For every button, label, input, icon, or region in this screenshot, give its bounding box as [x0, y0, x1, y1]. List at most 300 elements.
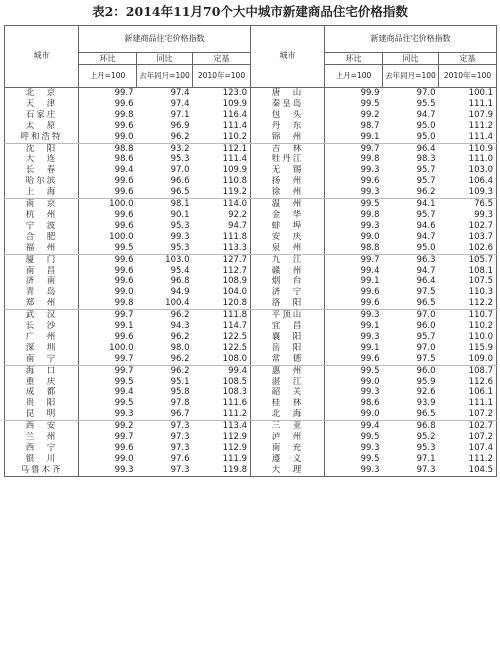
header-city-left: 城市 [5, 26, 79, 88]
left-city-cell: 济 南 [5, 276, 79, 287]
left-yoy-cell: 96.2 [170, 310, 190, 321]
right-base-cell: 107.9 [439, 110, 497, 121]
right-city-cell: 金 华 [251, 210, 325, 221]
left-base-cell: 111.6 [222, 398, 247, 409]
right-base-cell: 112.6 [439, 377, 497, 388]
left-city-cell: 宁 波 [5, 221, 79, 232]
left-yoy-cell: 97.3 [170, 421, 190, 432]
table-row [5, 387, 497, 398]
right-yoy-cell: 97.0 [416, 310, 436, 321]
left-city-cell: 沈 阳 [5, 143, 79, 154]
left-yoy-cell: 95.8 [170, 387, 190, 398]
left-yoy-cell: 103.0 [165, 254, 190, 265]
left-base-cell: 122.5 [222, 331, 247, 342]
right-city-cell: 丹 东 [251, 121, 325, 132]
right-base-cell: 110.9 [439, 143, 497, 154]
left-city-cell: 天 津 [5, 99, 79, 110]
right-city-cell: 惠 州 [251, 365, 325, 376]
right-base-cell: 105.7 [439, 254, 497, 265]
left-city-cell: 西 宁 [5, 443, 79, 454]
right-city-cell: 常 德 [251, 354, 325, 365]
left-mom-cell: 99.4 [114, 387, 134, 398]
right-city-cell: 湛 江 [251, 377, 325, 388]
left-base-cell: 119.8 [193, 465, 251, 476]
left-city-cell: 南 京 [5, 199, 79, 210]
left-city-cell: 石家庄 [5, 110, 79, 121]
left-base-cell: 110.2 [193, 132, 251, 143]
left-base-cell: 112.7 [222, 265, 247, 276]
right-yoy-cell: 97.0 [416, 88, 436, 98]
right-city-cell: 牡丹江 [251, 154, 325, 165]
right-city-cell: 韶 关 [251, 387, 325, 398]
table-row [5, 409, 497, 420]
left-mom-cell: 99.0 [79, 132, 137, 143]
right-mom-cell: 99.1 [360, 321, 380, 332]
right-yoy-cell: 96.0 [416, 321, 436, 332]
table-row [5, 343, 497, 354]
left-mom-cell: 99.7 [114, 310, 134, 321]
table-row [5, 377, 497, 388]
table-row [5, 165, 497, 176]
right-mom-cell: 99.5 [360, 199, 380, 210]
right-city-cell: 南 充 [251, 443, 325, 454]
right-mom-cell: 99.3 [360, 443, 380, 453]
right-mom-cell: 98.8 [325, 243, 383, 254]
right-mom-cell: 99.0 [360, 376, 380, 387]
left-mom-cell: 99.5 [114, 376, 134, 387]
left-yoy-cell: 97.8 [170, 398, 190, 409]
right-yoy-cell: 94.1 [416, 199, 436, 210]
left-mom-cell: 99.8 [114, 109, 134, 120]
right-yoy-cell: 95.7 [416, 176, 436, 187]
right-city-cell: 济 宁 [251, 287, 325, 298]
right-city-cell: 唐 山 [251, 88, 325, 99]
right-yoy-cell: 98.3 [416, 154, 436, 165]
table-row [5, 132, 497, 143]
left-yoy-cell: 95.4 [170, 265, 190, 276]
table-row [5, 354, 497, 365]
right-base-cell: 109.0 [439, 354, 497, 365]
right-city-cell: 秦皇岛 [251, 99, 325, 110]
left-mom-cell: 99.8 [79, 298, 137, 309]
left-city-cell: 北 京 [5, 88, 79, 99]
left-mom-cell: 99.6 [114, 120, 134, 131]
right-yoy-cell: 96.0 [416, 365, 436, 376]
right-base-cell: 110.2 [439, 321, 497, 332]
left-mom-cell: 99.5 [114, 398, 134, 409]
right-city-cell: 无 锡 [251, 165, 325, 176]
header-yoy-right: 同比 [383, 53, 439, 65]
left-yoy-cell: 98.1 [170, 199, 190, 210]
left-base-cell: 110.8 [222, 176, 247, 187]
subheader-yoy-right: 去年同月=100 [383, 65, 439, 88]
left-city-cell: 海 口 [5, 365, 79, 376]
left-base-cell: 108.5 [222, 376, 247, 387]
header-yoy-left: 同比 [137, 53, 193, 65]
table-row [5, 465, 497, 476]
left-yoy-cell: 97.3 [170, 443, 190, 453]
left-city-cell: 大 连 [5, 154, 79, 165]
left-base-cell: 113.4 [222, 421, 247, 432]
left-base-cell: 111.4 [222, 154, 247, 165]
left-yoy-cell: 94.9 [170, 287, 190, 298]
table-row [5, 365, 497, 376]
right-base-cell: 111.4 [439, 132, 497, 143]
right-yoy-cell: 94.7 [416, 109, 436, 120]
right-base-cell: 102.7 [439, 221, 497, 232]
left-city-cell: 杭 州 [5, 210, 79, 221]
right-base-cell: 76.5 [439, 199, 497, 210]
left-city-cell: 长 沙 [5, 321, 79, 332]
right-yoy-cell: 96.4 [416, 143, 436, 154]
left-yoy-cell: 97.1 [170, 109, 190, 120]
right-mom-cell: 98.7 [360, 120, 380, 131]
table-row [5, 332, 497, 343]
left-mom-cell: 99.6 [114, 209, 134, 220]
left-base-cell: 112.9 [222, 443, 247, 453]
right-base-cell: 110.0 [439, 332, 497, 343]
left-mom-cell: 99.6 [114, 331, 134, 342]
right-city-cell: 岳 阳 [251, 343, 325, 354]
left-mom-cell: 99.0 [114, 287, 134, 298]
right-yoy-cell: 97.1 [416, 453, 436, 464]
right-mom-cell: 99.3 [360, 220, 380, 231]
subheader-mom-right: 上月=100 [325, 65, 383, 88]
left-mom-cell: 100.0 [109, 342, 134, 353]
left-mom-cell: 99.6 [114, 220, 134, 231]
table-title: 表2：2014年11月70个大中城市新建商品住宅价格指数 [92, 4, 408, 19]
left-city-cell: 上 海 [5, 187, 79, 198]
right-base-cell: 107.2 [439, 432, 497, 443]
left-base-cell: 127.7 [222, 254, 247, 265]
right-base-cell: 111.2 [439, 454, 497, 465]
left-base-cell: 113.3 [193, 243, 251, 254]
right-mom-cell: 99.6 [325, 298, 383, 309]
right-mom-cell: 99.2 [360, 109, 380, 120]
left-base-cell: 114.0 [222, 199, 247, 210]
right-city-cell: 遵 义 [251, 454, 325, 465]
right-mom-cell: 99.1 [360, 276, 380, 287]
left-yoy-cell: 97.4 [170, 98, 190, 109]
left-city-cell: 深 圳 [5, 343, 79, 354]
right-mom-cell: 99.3 [360, 331, 380, 342]
left-mom-cell: 99.6 [114, 254, 134, 265]
left-city-cell: 厦 门 [5, 254, 79, 265]
right-city-cell: 安 庆 [251, 232, 325, 243]
right-yoy-cell: 95.0 [383, 132, 439, 143]
right-mom-cell: 99.4 [360, 265, 380, 276]
right-yoy-cell: 96.5 [383, 298, 439, 309]
left-city-cell: 南 昌 [5, 266, 79, 277]
table-row [5, 287, 497, 298]
left-city-cell: 武 汉 [5, 310, 79, 321]
left-city-cell: 兰 州 [5, 432, 79, 443]
right-base-cell: 111.1 [439, 398, 497, 409]
table-row [5, 99, 497, 110]
right-yoy-cell: 95.0 [383, 243, 439, 254]
right-base-cell: 112.2 [439, 298, 497, 309]
right-city-cell: 九 江 [251, 254, 325, 265]
left-base-cell: 111.9 [222, 453, 247, 464]
left-city-cell: 成 都 [5, 387, 79, 398]
left-yoy-cell: 95.3 [137, 243, 193, 254]
left-mom-cell: 99.6 [114, 443, 134, 453]
right-base-cell: 104.5 [439, 465, 497, 476]
left-mom-cell: 99.0 [114, 453, 134, 464]
left-yoy-cell: 94.3 [170, 321, 190, 332]
left-yoy-cell: 96.5 [137, 187, 193, 198]
subheader-base-left: 2010年=100 [193, 65, 251, 88]
right-city-cell: 烟 台 [251, 276, 325, 287]
left-city-cell: 乌鲁木齐 [5, 465, 79, 476]
left-yoy-cell: 96.8 [170, 276, 190, 287]
left-yoy-cell: 93.2 [170, 143, 190, 154]
right-mom-cell: 99.3 [325, 465, 383, 476]
left-base-cell: 111.8 [222, 231, 247, 242]
left-city-cell: 西 安 [5, 421, 79, 432]
right-yoy-cell: 96.5 [383, 409, 439, 420]
left-base-cell: 114.7 [222, 321, 247, 332]
right-city-cell: 襄 阳 [251, 332, 325, 343]
left-mom-cell: 99.4 [114, 165, 134, 176]
right-yoy-cell: 96.8 [416, 421, 436, 432]
right-base-cell: 106.1 [439, 387, 497, 398]
left-city-cell: 贵 阳 [5, 398, 79, 409]
right-yoy-cell: 97.0 [416, 342, 436, 353]
left-city-cell: 银 川 [5, 454, 79, 465]
right-mom-cell: 99.6 [325, 354, 383, 365]
table-row [5, 421, 497, 432]
right-mom-cell: 99.7 [360, 143, 380, 154]
right-base-cell: 107.2 [439, 409, 497, 420]
table-row [5, 454, 497, 465]
right-city-cell: 徐 州 [251, 187, 325, 198]
right-yoy-cell: 94.7 [416, 265, 436, 276]
left-base-cell: 120.8 [193, 298, 251, 309]
right-yoy-cell: 95.7 [416, 209, 436, 220]
left-yoy-cell: 97.0 [170, 165, 190, 176]
right-city-cell: 泉 州 [251, 243, 325, 254]
right-base-cell: 108.1 [439, 266, 497, 277]
left-base-cell: 92.2 [228, 209, 247, 220]
left-yoy-cell: 97.4 [170, 88, 190, 98]
left-base-cell: 116.4 [222, 109, 247, 120]
left-base-cell: 109.9 [222, 165, 247, 176]
right-yoy-cell: 94.7 [416, 231, 436, 242]
left-city-cell: 郑 州 [5, 298, 79, 309]
right-base-cell: 110.3 [439, 287, 497, 298]
left-mom-cell: 98.6 [114, 154, 134, 165]
right-city-cell: 赣 州 [251, 266, 325, 277]
right-yoy-cell: 96.2 [383, 187, 439, 198]
left-city-cell: 南 宁 [5, 354, 79, 365]
left-yoy-cell: 96.2 [170, 365, 190, 376]
left-mom-cell: 99.6 [114, 276, 134, 287]
left-base-cell: 111.2 [193, 409, 251, 420]
right-mom-cell: 99.1 [360, 342, 380, 353]
left-mom-cell: 99.6 [114, 265, 134, 276]
right-base-cell: 100.1 [439, 88, 497, 99]
table-row [5, 243, 497, 254]
header-base-left: 定基 [193, 53, 251, 65]
left-city-cell: 长 春 [5, 165, 79, 176]
header-group-right: 新建商品住宅价格指数 [325, 26, 497, 53]
table-row [5, 398, 497, 409]
left-base-cell: 108.3 [222, 387, 247, 398]
right-base-cell: 102.7 [439, 421, 497, 432]
left-yoy-cell: 95.1 [170, 376, 190, 387]
table-row [5, 210, 497, 221]
right-mom-cell: 99.8 [360, 154, 380, 165]
left-mom-cell: 99.2 [114, 421, 134, 432]
table-row [5, 232, 497, 243]
right-base-cell: 107.5 [439, 276, 497, 287]
table-row [5, 266, 497, 277]
right-city-cell: 泸 州 [251, 432, 325, 443]
right-mom-cell: 99.5 [360, 432, 380, 443]
left-yoy-cell: 96.2 [137, 132, 193, 143]
right-base-cell: 99.3 [439, 210, 497, 221]
table-row [5, 121, 497, 132]
left-city-cell: 青 岛 [5, 287, 79, 298]
left-city-cell: 重 庆 [5, 377, 79, 388]
left-yoy-cell: 96.2 [170, 331, 190, 342]
table-row [5, 432, 497, 443]
left-base-cell: 109.9 [222, 98, 247, 109]
right-mom-cell: 99.5 [360, 98, 380, 109]
right-base-cell: 103.7 [439, 232, 497, 243]
right-city-cell: 北 海 [251, 409, 325, 420]
left-mom-cell: 100.0 [109, 199, 134, 210]
right-yoy-cell: 95.5 [416, 98, 436, 109]
left-city-cell: 昆 明 [5, 409, 79, 420]
header-mom-right: 环比 [325, 53, 383, 65]
left-base-cell: 111.8 [222, 310, 247, 321]
right-yoy-cell: 95.3 [416, 443, 436, 453]
left-yoy-cell: 97.3 [170, 432, 190, 443]
right-mom-cell: 99.7 [360, 254, 380, 265]
right-mom-cell: 99.4 [360, 421, 380, 432]
left-city-cell: 广 州 [5, 332, 79, 343]
subheader-mom-left: 上月=100 [79, 65, 137, 88]
right-mom-cell: 99.3 [325, 187, 383, 198]
left-yoy-cell: 98.0 [170, 342, 190, 353]
left-city-cell: 呼和浩特 [5, 132, 79, 143]
table-row [5, 221, 497, 232]
left-yoy-cell: 97.3 [137, 465, 193, 476]
right-mom-cell: 99.6 [360, 176, 380, 187]
right-base-cell: 111.0 [439, 154, 497, 165]
left-mom-cell: 99.6 [114, 176, 134, 187]
right-mom-cell: 99.3 [360, 165, 380, 176]
right-yoy-cell: 95.7 [416, 331, 436, 342]
left-yoy-cell: 96.9 [170, 120, 190, 131]
left-base-cell: 112.9 [222, 432, 247, 443]
right-mom-cell: 99.0 [360, 231, 380, 242]
right-city-cell: 温 州 [251, 199, 325, 210]
right-base-cell: 106.4 [439, 176, 497, 187]
right-yoy-cell: 96.3 [416, 254, 436, 265]
left-city-cell: 太 原 [5, 121, 79, 132]
right-base-cell: 102.6 [439, 243, 497, 254]
left-base-cell: 104.0 [222, 287, 247, 298]
left-mom-cell: 100.0 [109, 231, 134, 242]
left-yoy-cell: 95.3 [170, 154, 190, 165]
left-mom-cell: 99.7 [114, 88, 134, 98]
right-city-cell: 包 头 [251, 110, 325, 121]
header-mom-left: 环比 [79, 53, 137, 65]
right-city-cell: 平顶山 [251, 310, 325, 321]
left-mom-cell: 99.6 [79, 187, 137, 198]
left-yoy-cell: 100.4 [137, 298, 193, 309]
left-city-cell: 福 州 [5, 243, 79, 254]
left-yoy-cell: 96.2 [137, 354, 193, 365]
right-yoy-cell: 95.0 [416, 120, 436, 131]
left-base-cell: 122.5 [222, 342, 247, 353]
price-index-table [4, 25, 497, 477]
right-mom-cell: 98.6 [360, 398, 380, 409]
table-row [5, 88, 497, 99]
left-base-cell: 94.7 [228, 220, 247, 231]
left-mom-cell: 99.6 [114, 98, 134, 109]
table-row [5, 110, 497, 121]
table-row [5, 143, 497, 154]
left-yoy-cell: 96.6 [170, 176, 190, 187]
right-mom-cell: 99.6 [360, 287, 380, 298]
table-row [5, 187, 497, 198]
left-yoy-cell: 90.1 [170, 209, 190, 220]
left-mom-cell: 99.7 [114, 365, 134, 376]
left-base-cell: 112.1 [222, 143, 247, 154]
table-row [5, 276, 497, 287]
left-mom-cell: 99.1 [114, 321, 134, 332]
right-mom-cell: 99.1 [325, 132, 383, 143]
left-city-cell: 合 肥 [5, 232, 79, 243]
left-yoy-cell: 95.3 [170, 220, 190, 231]
right-yoy-cell: 95.2 [416, 432, 436, 443]
right-yoy-cell: 97.5 [383, 354, 439, 365]
right-yoy-cell: 94.6 [416, 220, 436, 231]
table-row [5, 443, 497, 454]
left-mom-cell: 99.3 [79, 409, 137, 420]
left-mom-cell: 99.5 [79, 243, 137, 254]
right-base-cell: 108.7 [439, 365, 497, 376]
right-city-cell: 吉 林 [251, 143, 325, 154]
right-yoy-cell: 97.5 [416, 287, 436, 298]
left-city-cell: 哈尔滨 [5, 176, 79, 187]
left-mom-cell: 98.8 [114, 143, 134, 154]
right-city-cell: 洛 阳 [251, 298, 325, 309]
right-yoy-cell: 93.9 [416, 398, 436, 409]
left-base-cell: 108.0 [193, 354, 251, 365]
right-yoy-cell: 92.6 [416, 387, 436, 398]
left-base-cell: 99.4 [228, 365, 247, 376]
table-row [5, 199, 497, 210]
left-base-cell: 123.0 [222, 88, 247, 98]
right-mom-cell: 99.9 [360, 88, 380, 98]
left-mom-cell: 99.7 [79, 354, 137, 365]
left-base-cell: 111.4 [222, 120, 247, 131]
right-mom-cell: 99.8 [360, 209, 380, 220]
right-yoy-cell: 97.3 [383, 465, 439, 476]
left-base-cell: 119.2 [193, 187, 251, 198]
left-yoy-cell: 99.3 [170, 231, 190, 242]
right-city-cell: 扬 州 [251, 176, 325, 187]
right-city-cell: 锦 州 [251, 132, 325, 143]
header-group-left: 新建商品住宅价格指数 [79, 26, 251, 53]
right-yoy-cell: 95.7 [416, 165, 436, 176]
right-mom-cell: 99.5 [360, 453, 380, 464]
